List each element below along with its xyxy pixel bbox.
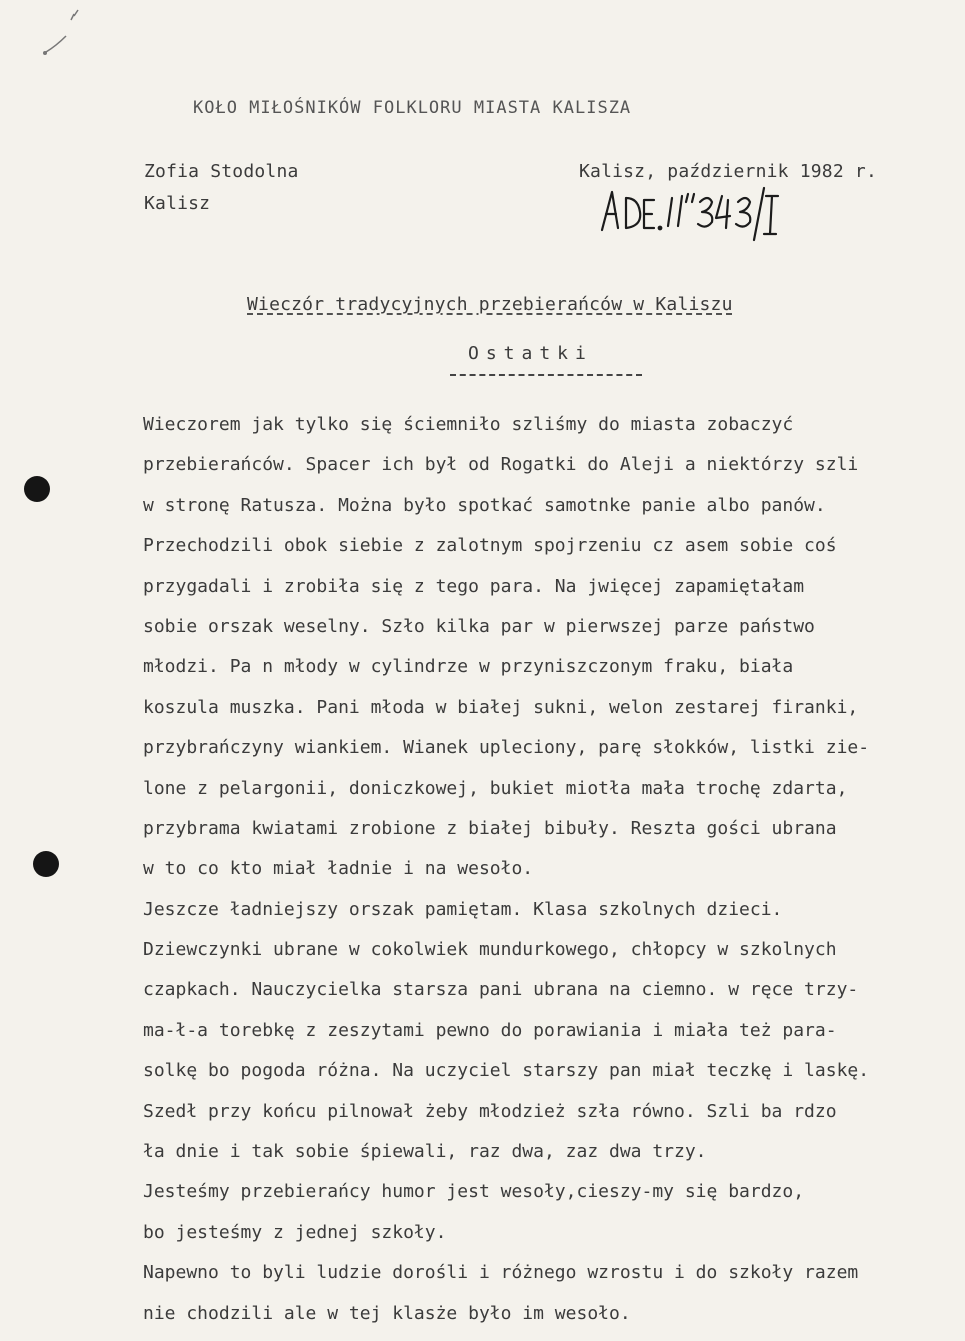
body-line: młodzi. Pa n młody w cylindrze w przyniszczonym fraku, biała bbox=[143, 656, 794, 678]
handwritten-archive-signature bbox=[596, 184, 786, 244]
corner-pencil-mark bbox=[38, 6, 88, 60]
body-line: Przechodzili obok siebie z zalotnym spojrzeniu cz asem sobie coś bbox=[143, 535, 837, 557]
punch-hole bbox=[33, 851, 59, 877]
body-line: Jeszcze ładniejszy orszak pamiętam. Klasa szkolnych dzieci. bbox=[143, 898, 783, 920]
body-line: Szedł przy końcu pilnował żeby młodzież szła równo. Szli ba rdzo bbox=[143, 1100, 837, 1122]
body-line: ma-ł-a torebkę z zeszytami pewno do porawiania i miała też para- bbox=[143, 1019, 837, 1041]
document-subtitle: Ostatki bbox=[468, 343, 593, 364]
organization-header: KOŁO MIŁOŚNIKÓW FOLKLORU MIASTA KALISZA bbox=[193, 98, 632, 118]
body-line: w to co kto miał ładnie i na wesoło. bbox=[143, 858, 534, 880]
body-line: Dziewczynki ubrane w cokolwiek mundurkowego, chłopcy w szkolnych bbox=[143, 939, 837, 961]
subtitle-underline bbox=[450, 374, 642, 376]
body-line: sobie orszak weselny. Szło kilka par w pierwszej parze państwo bbox=[143, 615, 815, 637]
body-line: koszula muszka. Pani młoda w białej sukni, welon zestarej firanki, bbox=[143, 696, 859, 718]
punch-hole bbox=[24, 476, 50, 502]
body-line: Wieczorem jak tylko się ściemniło szliśmy do miasta zobaczyć bbox=[143, 414, 794, 435]
body-line: Napewno to byli ludzie dorośli i różnego wzrostu i do szkoły razem bbox=[143, 1262, 859, 1284]
body-line: nie chodzili ale w tej klasże było im wesoło. bbox=[143, 1302, 631, 1324]
body-line: bo jesteśmy z jednej szkoły. bbox=[143, 1221, 447, 1243]
body-line: przybrama kwiatami zrobione z białej bibuły. Reszta gości ubrana bbox=[143, 817, 837, 839]
body-line: czapkach. Nauczycielka starsza pani ubrana na ciemno. w ręce trzy- bbox=[143, 979, 859, 1001]
body-line: przebierańców. Spacer ich był od Rogatki do Aleji a niektórzy szli bbox=[143, 454, 859, 476]
place-date: Kalisz, październik 1982 r. bbox=[579, 161, 877, 182]
body-line: przygadali i zrobiła się z tego para. Na jwięcej zapamiętałam bbox=[143, 575, 805, 597]
body-line: ła dnie i tak sobie śpiewali, raz dwa, zaz dwa trzy. bbox=[143, 1141, 707, 1163]
body-line: lone z pelargonii, doniczkowej, bukiet miotła mała trochę zdarta, bbox=[143, 777, 848, 799]
author-name: Zofia Stodolna bbox=[144, 161, 299, 182]
body-text bbox=[143, 412, 869, 1341]
document-title: Wieczór tradycyjnych przebierańców w Kaliszu bbox=[247, 294, 733, 315]
body-line: solkę bo pogoda różna. Na uczyciel starszy pan miał teczkę i laskę. bbox=[143, 1060, 870, 1082]
body-line: przybrańczyny wiankiem. Wianek upleciony, parę słokków, listki zie- bbox=[143, 737, 870, 759]
body-line: Jesteśmy przebierańcy humor jest wesoły,cieszy-my się bardzo, bbox=[143, 1181, 805, 1203]
body-line: w stronę Ratusza. Można było spotkać samotnke panie albo panów. bbox=[143, 494, 826, 516]
author-city: Kalisz bbox=[144, 193, 211, 214]
